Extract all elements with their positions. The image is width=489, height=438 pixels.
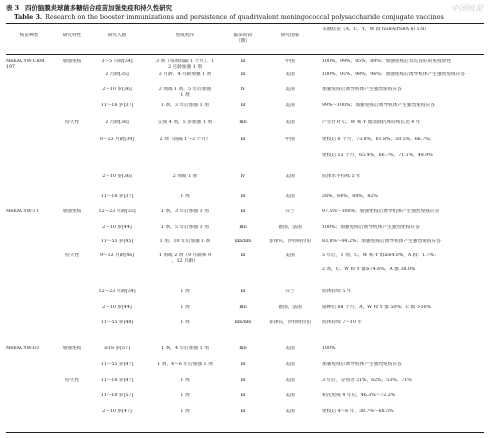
study-country: 芬兰 (285, 289, 295, 294)
table-title-cn: 四价脑膜炎球菌多糖结合疫苗加强免疫和持久性研究 (25, 4, 173, 12)
key-finding: 100% (322, 346, 336, 351)
table-title-en: Research on the booster immunizations and persistence of quadrivalent meningococcal polysaccharide conjugate vaccines (45, 13, 444, 21)
clinical-phase: Ⅲ (240, 378, 246, 383)
study-type: 持久性 (64, 120, 80, 125)
clinical-phase: Ⅲb (239, 305, 247, 310)
study-population: 6～23 月龄[39] (99, 137, 135, 142)
clinical-phase: Ⅲ (240, 59, 246, 64)
column-header: 研究国家 (280, 33, 300, 38)
study-country: 德国，法国 (278, 225, 302, 230)
clinical-phase: Ⅲ (240, 362, 246, 367)
study-population: 2 月龄[35] (105, 72, 129, 77)
study-country: 美国 (285, 194, 295, 199)
study-population: 9～12 月龄[46] (99, 253, 135, 258)
study-country: 中国 (285, 59, 295, 64)
study-population: ≥18 岁[57] (104, 346, 130, 351)
clinical-phase: Ⅲ (240, 137, 246, 142)
study-population: 2～10 岁[36] (102, 87, 132, 92)
clinical-phase: Ⅲ (240, 209, 246, 214)
table-caption-cn (6, 3, 172, 12)
study-population: 11～18 岁[47] (100, 378, 134, 383)
key-finding: 100%；加强免疫后诱导机体产生强烈免疫应答 (322, 225, 420, 230)
study-population: 3～5 月龄[34] (101, 59, 133, 64)
study-population: 11～55 岁[47] (100, 362, 134, 367)
clinical-phase: Ⅲ (240, 289, 246, 294)
column-header: 疫苗种类 (19, 33, 39, 38)
immunization-schedule: 1 剂 (180, 320, 190, 325)
study-population: 12～23 月龄[34] (98, 289, 136, 294)
immunization-schedule: 完成 4 剂，5 岁加强 1 剂 (158, 120, 212, 125)
bottom-rule (6, 432, 484, 433)
clinical-phase: Ⅳ (240, 174, 246, 179)
study-country: 芬兰 (285, 209, 295, 214)
clinical-phase: Ⅲ (240, 194, 246, 199)
immunization-schedule: 1 剂 (180, 194, 190, 199)
study-population: 2～10 岁[44] (102, 305, 132, 310)
key-finding: 免疫后 6 个月，73.8%，61.8%，50.5%，66.7%； (322, 137, 435, 142)
clinical-phase: Ⅲ (240, 103, 246, 108)
key-finding: 加强免疫后诱导机体产生强烈免疫应答 (322, 362, 402, 367)
study-population: 2～10 岁[47] (102, 409, 132, 414)
immunization-schedule: 1 剂或 2 剂（9 月龄和 9 ，12 月龄） (158, 253, 212, 265)
clinical-phase: Ⅲ (240, 409, 246, 414)
study-country: 美国 (285, 120, 295, 125)
key-finding: 3 年后，分别为 21%，62%，53%，71% (322, 378, 412, 383)
key-finding: 97.5%～100%；加强免疫后诱导机体产生强烈免疫应答 (322, 209, 440, 214)
clinical-phase: Ⅲ (240, 72, 246, 77)
key-finding: 28%，64%，84%，82% (322, 194, 378, 199)
study-country: 美国 (285, 378, 295, 383)
study-population: 11～55 岁[45] (100, 239, 134, 244)
vaccine-type: MenACYW-DT (6, 346, 40, 351)
study-country: 德国，法国 (278, 305, 302, 310)
key-finding: 接种后 68 个月，A，W 和 Y 群 50%；C 群 >30% (322, 305, 432, 310)
study-country: 美国 (285, 87, 295, 92)
study-population: 2 月龄[38] (105, 120, 129, 125)
column-header: 临床阶段（期） (233, 33, 253, 45)
immunization-schedule: 2 剂（间隔 1～3 个月） (159, 137, 211, 142)
vaccine-type: MenACYW-TT (6, 209, 39, 214)
immunization-schedule: 3 剂（每剂间隔 1 个月），1 2 月龄加强 1 剂 (156, 59, 214, 71)
study-country: 美国 (285, 72, 295, 77)
vaccine-type: MenACYW-CRM 197 (6, 59, 45, 71)
clinical-phase: Ⅲb/Ⅲb (234, 239, 252, 244)
study-population: 2～10 岁[36] (102, 174, 132, 179)
study-population: 12～23 月龄[33] (98, 209, 136, 214)
immunization-schedule: 2 剂或 1 剂，5 年后加强 1 剂 (158, 87, 212, 99)
key-finding: 99%～100%；加强免疫后诱导机体产生强烈免疫应答 (322, 103, 435, 108)
key-finding: 5 年后，1 剂，C，W 和 Y 群≥64.0%，A 群：1.7%； (322, 253, 439, 258)
study-country: 中国 (285, 137, 295, 142)
study-type: 持久性 (64, 378, 80, 383)
study-population: 11～18 岁[37] (100, 194, 134, 199)
column-header: 研究人群 (107, 33, 127, 38)
column-header: 研究特性 (62, 33, 82, 38)
immunization-schedule: 1 剂，10 年后加强 1 剂 (159, 239, 211, 244)
study-country: 美国 (285, 253, 295, 258)
clinical-phase: Ⅲb (239, 120, 247, 125)
clinical-phase: Ⅲb (239, 225, 247, 230)
study-country: 美国 (285, 362, 295, 367)
key-finding: 加强免疫后诱导机体产生强烈免疫应答 (322, 87, 402, 92)
table-caption-en (14, 13, 444, 21)
immunization-schedule: 1 剂 (180, 378, 190, 383)
key-finding: 2 剂，C，W 和 Y 群≥74.6%，A 群 38.0% (322, 267, 416, 272)
study-population: 2～10 岁[44] (102, 225, 132, 230)
key-finding: 83.8%～94.2%；加强免疫后诱导机体产生强烈免疫应答 (322, 239, 441, 244)
clinical-phase: Ⅲb (239, 346, 247, 351)
key-finding: 抗体水平持续 5 年 (322, 174, 361, 179)
key-finding: 抗体持续 5 年 (322, 289, 352, 294)
study-type: 加强免疫 (62, 209, 82, 214)
immunization-schedule: 1 剂，5 年后加强 1 剂 (161, 225, 209, 230)
header-rule (6, 54, 484, 55)
clinical-phase: Ⅲ (240, 253, 246, 258)
top-rule (6, 23, 484, 24)
immunization-schedule: 2 月龄、4 月龄加强 1 剂 (158, 72, 212, 77)
column-header: 关键结论（A，C，Y，W 群 hSBA/rSBA 阳 1:8） (322, 27, 429, 32)
immunization-schedule: 1 剂，4～6 年后加强 1 剂 (157, 362, 213, 367)
key-finding: 免疫后 4～6 年，38.7%～68.5% (322, 409, 394, 414)
study-country: 美国 (285, 346, 295, 351)
study-country: 美国 (285, 174, 295, 179)
study-type: 加强免疫 (62, 59, 82, 64)
immunization-schedule: 1 剂 (180, 393, 190, 398)
key-finding: 抗体持续 7～10 年 (322, 320, 363, 325)
immunization-schedule: 1 剂 (180, 305, 190, 310)
study-type: 加强免疫 (62, 346, 82, 351)
key-finding: 产生针对 C，W 和 Y 血清群抗体持续长达 4 年 (322, 120, 421, 125)
key-finding: 100%，99%，85%，89%；加强免疫后具有良好的免疫原性 (322, 59, 452, 64)
study-population: 11～18 岁[57] (100, 393, 134, 398)
immunization-schedule: 1 剂，3 年后加强 1 剂 (161, 209, 209, 214)
study-country: 美国 (285, 409, 295, 414)
study-country: 菲律宾，沙特阿拉伯 (268, 320, 312, 325)
study-country: 美国 (285, 103, 295, 108)
key-finding: 免疫后 12 个月，65.4%，66.7%，71.1%，48.9% (322, 153, 433, 158)
study-population: 11～18 岁[37] (100, 103, 134, 108)
column-header: 免疫程序 (175, 33, 195, 38)
table-label-en: Table 3. (14, 13, 43, 21)
study-type: 持久性 (64, 253, 80, 258)
immunization-schedule: 1 剂 (180, 289, 190, 294)
study-population: 11～55 岁[48] (100, 320, 134, 325)
table-number: 表 3 (6, 4, 20, 12)
watermark: 中国疫苗 (451, 4, 483, 13)
clinical-phase: Ⅲb/Ⅲb (234, 320, 252, 325)
clinical-phase: Ⅳ (240, 87, 246, 92)
study-country: 美国 (285, 393, 295, 398)
study-country: 菲律宾，沙特阿拉伯 (268, 239, 312, 244)
immunization-schedule: 1 剂 (180, 409, 190, 414)
immunization-schedule: 2 剂或 1 剂 (172, 174, 198, 179)
clinical-phase: Ⅲ (240, 393, 246, 398)
immunization-schedule: 1 剂，3 年后加强 1 剂 (161, 103, 209, 108)
key-finding: 初次免疫 4 年后，46.3%～72.2% (322, 393, 396, 398)
key-finding: 100%，95%，98%，96%；加强免疫后诱导机体产生强烈免疫应答 (322, 72, 466, 77)
immunization-schedule: 1 剂，4 年后加强 1 剂 (161, 346, 209, 351)
